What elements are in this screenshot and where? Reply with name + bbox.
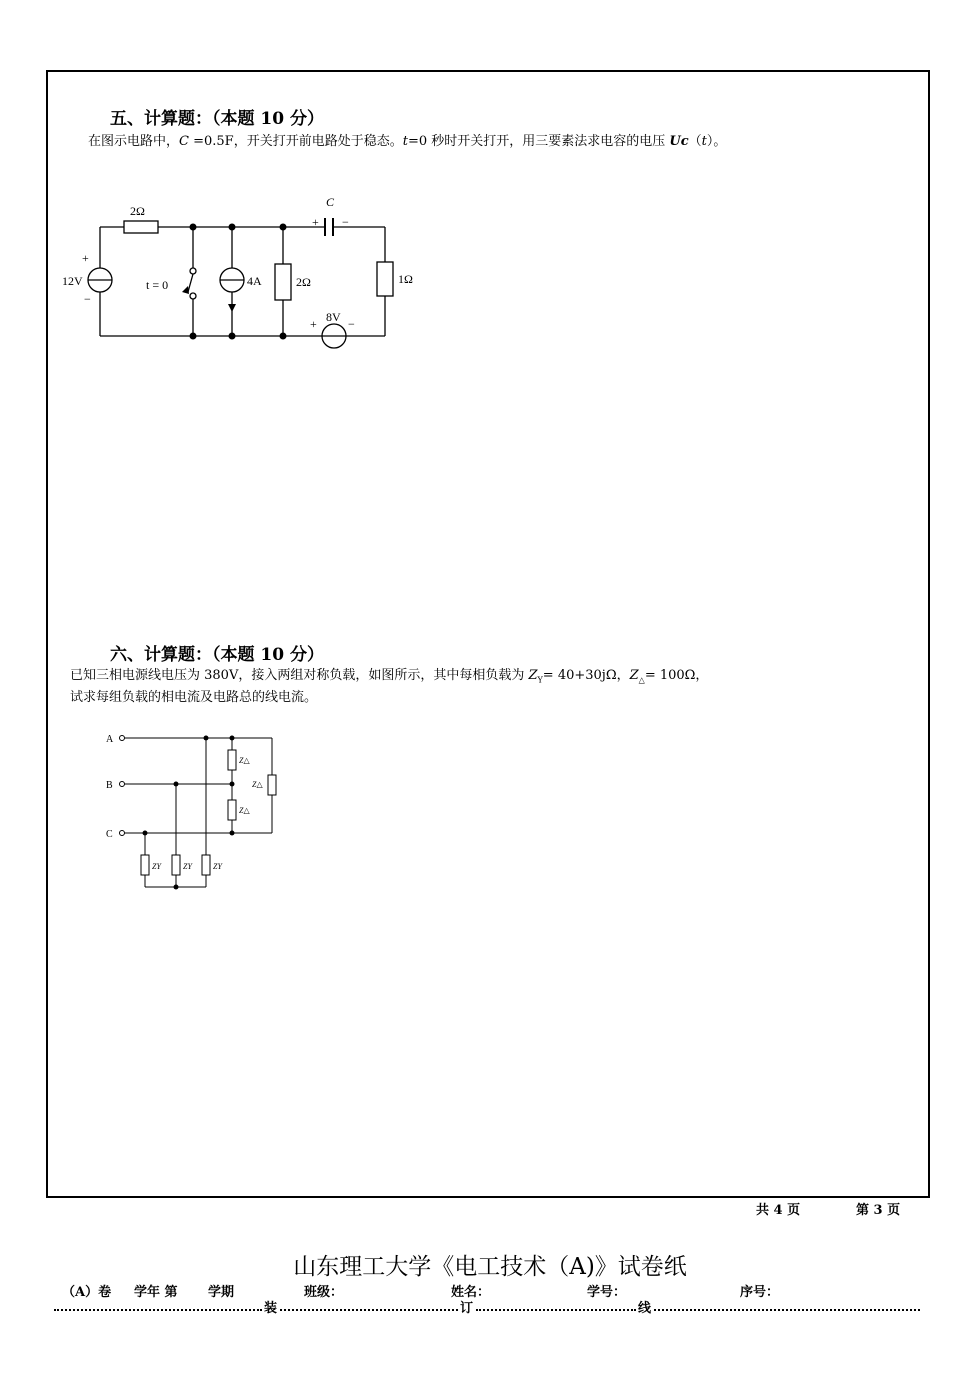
- label-phase-a: A: [106, 734, 114, 745]
- label-12v-plus: +: [82, 251, 89, 265]
- delta-load-upper: [228, 750, 236, 770]
- circuit-diagram-rc: [60, 190, 430, 355]
- paper-type: （A）卷: [62, 1285, 112, 1300]
- switch: [188, 274, 193, 292]
- section5-question: 在图示电路中，C =0.5F，开关打开前电路处于稳态。t=0 秒时开关打开，用三要素法求电容的电压 Uc（t）。: [88, 134, 727, 149]
- label-cap-plus: +: [312, 215, 319, 229]
- section6-question-line2: 试求每组负载的相电流及电路总的线电流。: [70, 690, 318, 705]
- label-zy-1: ZY: [152, 862, 161, 871]
- label-12v-minus: −: [84, 292, 91, 306]
- label-cap: C: [326, 195, 335, 209]
- binding-word-2: 订: [460, 1301, 474, 1316]
- student-id-label: 学号：: [587, 1285, 627, 1300]
- label-phase-b: B: [106, 780, 113, 791]
- label-8v: 8V: [326, 310, 341, 324]
- label-zdelta-1: Z△: [239, 756, 250, 765]
- label-4a: 4A: [247, 274, 262, 288]
- label-cap-minus: −: [342, 215, 349, 229]
- delta-load-lower: [228, 800, 236, 820]
- resistor-2ohm-left: [124, 221, 158, 233]
- seq-label: 序号：: [740, 1285, 780, 1300]
- class-label: 班级：: [304, 1285, 344, 1300]
- term-label: 学期: [208, 1285, 235, 1300]
- label-r-mid: 2Ω: [296, 275, 311, 289]
- binding-word-1: 装: [264, 1301, 278, 1316]
- wye-load-2: [172, 855, 180, 875]
- paper-title: 山东理工大学《电工技术（A)》试卷纸: [293, 1254, 687, 1280]
- label-zdelta-3: Z△: [239, 806, 250, 815]
- page-number: 第 3 页: [856, 1203, 901, 1218]
- resistor-1ohm: [377, 262, 393, 296]
- wye-load-3: [202, 855, 210, 875]
- wye-load-1: [141, 855, 149, 875]
- label-8v-minus: −: [348, 317, 355, 331]
- label-zdelta-2: Z△: [252, 780, 263, 789]
- label-12v: 12V: [62, 274, 83, 288]
- label-switch: t = 0: [146, 278, 169, 292]
- label-8v-plus: +: [310, 317, 317, 331]
- binding-word-3: 线: [638, 1301, 652, 1316]
- label-r-right: 1Ω: [398, 272, 413, 286]
- label-zy-2: ZY: [183, 862, 192, 871]
- section5-heading: 五、计算题：（本题 10 分）: [110, 109, 324, 129]
- label-zy-3: ZY: [213, 862, 222, 871]
- section6-heading: 六、计算题：（本题 10 分）: [110, 645, 324, 665]
- year-label: 学年 第: [134, 1285, 178, 1300]
- page-count: 共 4 页: [756, 1203, 801, 1218]
- resistor-2ohm-mid: [275, 264, 291, 300]
- circuit-diagram-three-phase: [100, 725, 285, 895]
- label-phase-c: C: [106, 829, 113, 840]
- section6-question-line1: 已知三相电源线电压为 380V，接入两组对称负载，如图所示，其中每相负载为 $Z_Y= 40+30j\Omega$，$Z_\triangle= 100\Omega$，: [70, 668, 709, 685]
- label-r-left: 2Ω: [130, 204, 145, 218]
- name-label: 姓名：: [451, 1285, 491, 1300]
- delta-load-right: [268, 775, 276, 795]
- binding-line: [54, 1302, 920, 1316]
